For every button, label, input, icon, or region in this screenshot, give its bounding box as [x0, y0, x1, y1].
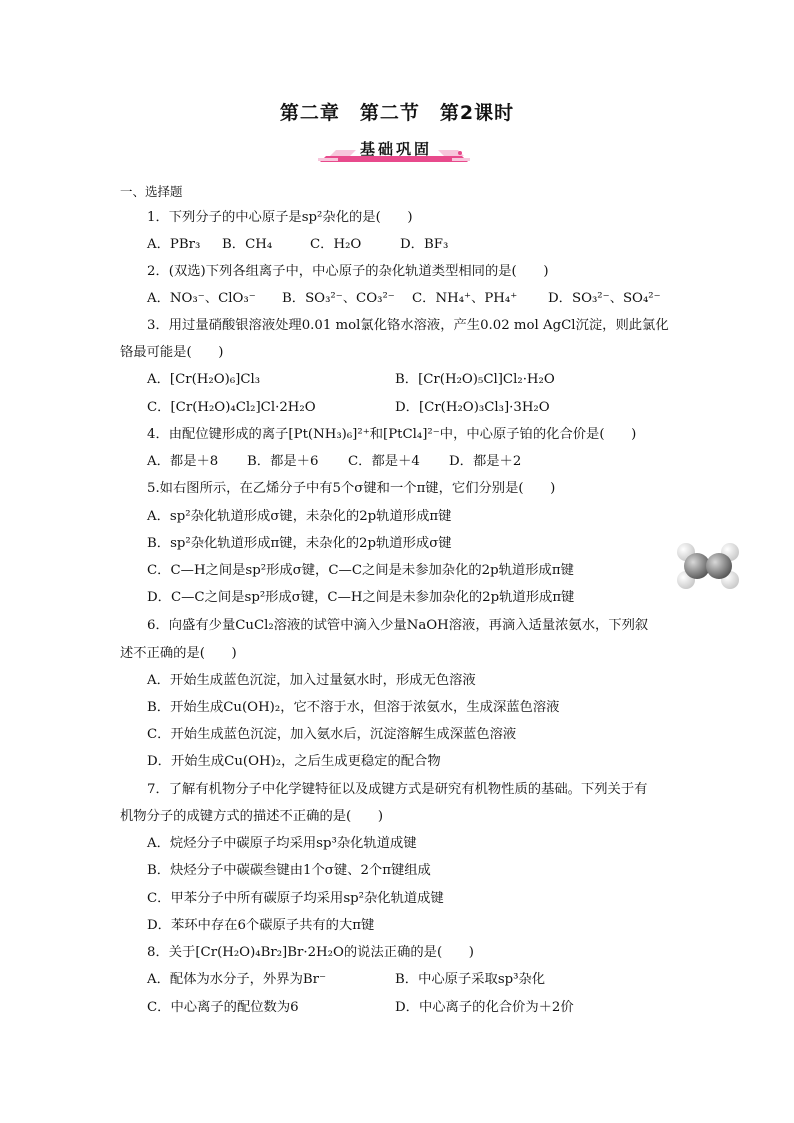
q3-option-d: D．[Cr(H₂O)₃Cl₃]·3H₂O — [395, 400, 550, 415]
q6-option-c: C．开始生成蓝色沉淀，加入氨水后，沉淀溶解生成深蓝色溶液 — [147, 727, 517, 742]
banner-title: 基础巩固 — [359, 140, 432, 158]
question-8-stem: 8．关于[Cr(H₂O)₄Br₂]Br·2H₂O的说法正确的是( ) — [147, 945, 474, 960]
question-1-stem: 1．下列分子的中心原子是sp²杂化的是( ) — [147, 210, 413, 225]
q4-option-a: A．都是＋8 — [147, 454, 219, 469]
q5-option-b: B．sp²杂化轨道形成π键，未杂化的2p轨道形成σ键 — [147, 536, 452, 551]
q5-option-a: A．sp²杂化轨道形成σ键，未杂化的2p轨道形成π键 — [147, 509, 452, 524]
q1-option-c: C．H₂O — [310, 237, 362, 252]
ethylene-molecule-icon — [672, 540, 744, 592]
q2-option-c: C．NH₄⁺、PH₄⁺ — [412, 291, 518, 306]
question-3-stem-line1: 3．用过量硝酸银溶液处理0.01 mol氯化铬水溶液，产生0.02 mol AgCl沉淀，则此氯化 — [147, 318, 669, 333]
question-3-stem-line2: 铬最可能是( ) — [120, 345, 224, 360]
q5-option-c: C．C—H之间是sp²形成σ键，C—C之间是未参加杂化的2p轨道形成π键 — [147, 563, 574, 578]
q4-option-b: B．都是＋6 — [247, 454, 319, 469]
q3-option-b: B．[Cr(H₂O)₅Cl]Cl₂·H₂O — [395, 372, 555, 387]
q2-option-d: D．SO₃²⁻、SO₄²⁻ — [548, 291, 661, 306]
section-heading: 一、选择题 — [120, 184, 183, 199]
q1-option-b: B．CH₄ — [222, 237, 273, 252]
q8-option-b: B．中心原子采取sp³杂化 — [395, 972, 546, 987]
page-title: 第二章 第二节 第2课时 — [279, 102, 515, 124]
q7-option-b: B．炔烃分子中碳碳叁键由1个σ键、2个π键组成 — [147, 863, 431, 878]
question-7-stem-line2: 机物分子的成键方式的描述不正确的是( ) — [120, 809, 384, 824]
q1-option-a: A．PBr₃ — [147, 237, 201, 252]
question-7-stem-line1: 7．了解有机物分子中化学键特征以及成键方式是研究有机物性质的基础。下列关于有 — [147, 782, 648, 797]
q1-option-d: D．BF₃ — [400, 237, 449, 252]
q8-option-c: C．中心离子的配位数为6 — [147, 1000, 299, 1015]
q3-option-a: A．[Cr(H₂O)₆]Cl₃ — [147, 372, 261, 387]
question-6-stem-line1: 6．向盛有少量CuCl₂溶液的试管中滴入少量NaOH溶液，再滴入适量浓氨水，下列叙 — [147, 618, 649, 633]
q3-option-c: C．[Cr(H₂O)₄Cl₂]Cl·2H₂O — [147, 400, 316, 415]
q2-option-a: A．NO₃⁻、ClO₃⁻ — [147, 291, 256, 306]
q4-option-c: C．都是＋4 — [348, 454, 420, 469]
question-4-stem: 4．由配位键形成的离子[Pt(NH₃)₆]²⁺和[PtCl₄]²⁻中，中心原子铂的化合价是( ) — [147, 427, 637, 442]
q6-option-d: D．开始生成Cu(OH)₂，之后生成更稳定的配合物 — [147, 754, 441, 769]
q4-option-d: D．都是＋2 — [449, 454, 522, 469]
q7-option-a: A．烷烃分子中碳原子均采用sp³杂化轨道成键 — [147, 836, 417, 851]
q5-option-d: D．C—C之间是sp²形成σ键，C—H之间是未参加杂化的2p轨道形成π键 — [147, 590, 575, 605]
question-2-stem: 2．(双选)下列各组离子中，中心原子的杂化轨道类型相同的是( ) — [147, 264, 549, 279]
question-6-stem-line2: 述不正确的是( ) — [120, 646, 237, 661]
q6-option-b: B．开始生成Cu(OH)₂，它不溶于水，但溶于浓氨水，生成深蓝色溶液 — [147, 700, 560, 715]
q7-option-c: C．甲苯分子中所有碳原子均采用sp²杂化轨道成键 — [147, 891, 444, 906]
question-5-stem: 5.如右图所示，在乙烯分子中有5个σ键和一个π键，它们分别是( ) — [147, 481, 556, 496]
q6-option-a: A．开始生成蓝色沉淀，加入过量氨水时，形成无色溶液 — [147, 673, 476, 688]
q7-option-d: D．苯环中存在6个碳原子共有的大π键 — [147, 918, 375, 933]
q8-option-d: D．中心离子的化合价为＋2价 — [395, 1000, 574, 1015]
q2-option-b: B．SO₃²⁻、CO₃²⁻ — [282, 291, 395, 306]
q8-option-a: A．配体为水分子，外界为Br⁻ — [147, 972, 327, 987]
section-banner — [312, 136, 480, 168]
